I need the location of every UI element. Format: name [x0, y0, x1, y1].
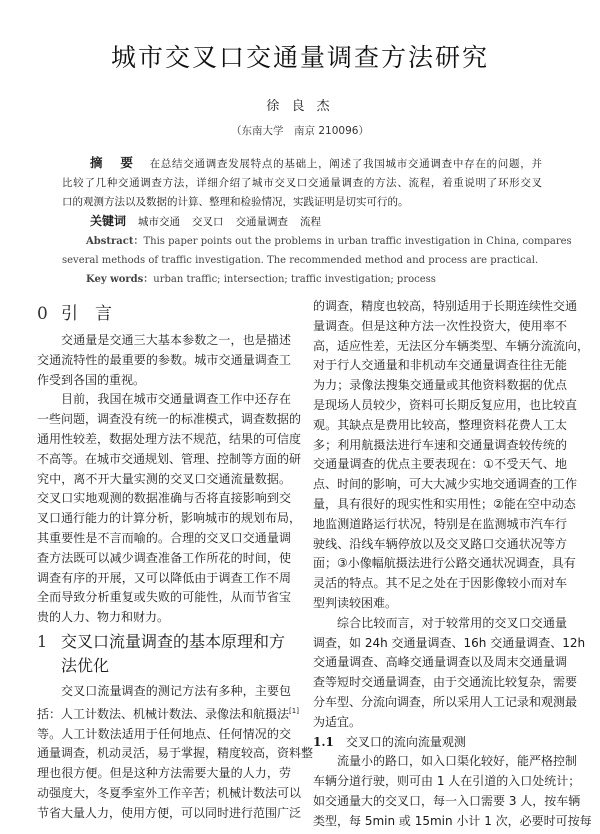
- abstract-cn: 摘 要 在总结交通调查发展特点的基础上，阐述了我国城市交通调查中存在的问题，并 比较了几种交通调查方法，详细介绍了城市交叉口交通量调查的方法、流程，着重说明了环形交叉 口的观测方法以及数据的计算、整理和检验情况，实践证明是切实可行的。 关键词 城市交通 交叉口 交通量调查 流程 Abstract：This paper points out the problems in urban traffic investigation in China, compares several methods of traffic investigation. The recommended method and process are practical. Key words：urban traffic; intersection; traffic investigation; process: [62, 153, 542, 289]
- keyword: 城市交通: [138, 216, 181, 228]
- abstract-cn-line: 在总结交通调查发展特点的基础上，阐述了我国城市交通调查中存在的问题，并: [149, 158, 543, 170]
- body-text-line: 面；③小像幅航摄法进行公路交通状况调查，具有: [313, 556, 576, 571]
- abstract-cn-line: 口的观测方法以及数据的计算、整理和检验情况，实践证明是切实可行的。: [62, 196, 409, 208]
- body-text-line: 通量调查，机动灵活，易于掌握，精度较高，资料整: [37, 746, 314, 761]
- left-column: [37, 297, 314, 824]
- body-text-line: 为力；录像法搜集交通量或其他资料数据的优点: [313, 378, 567, 393]
- body-text-line: 交叉口实地观测的数据准确与否将直接影响到交: [37, 491, 291, 506]
- body-text-line: 动强度大，冬夏季室外工作辛苦；机械计数法可以: [37, 785, 302, 800]
- body-text-line: 型判读较困难。: [313, 595, 398, 610]
- section-1-heading-cont: 法优化: [61, 655, 110, 675]
- body-text-line: 综合比较而言，对于较常用的交叉口交通量: [337, 615, 567, 630]
- body-text-line: 地监测道路运行状况，特别是在监测城市汽车行: [313, 516, 567, 531]
- body-text-line: 交通量是交通三大基本参数之一，也是描述: [61, 333, 291, 347]
- body-text-line: 如交通量大的交叉口，每一入口需要 3 人，按车辆: [313, 793, 581, 808]
- body-text-line: 作受到各国的重视。: [37, 372, 146, 387]
- body-text-line: 对于行人交通量和非机动车交通量调查往往无能: [313, 358, 567, 373]
- body-text-line: 交叉口流量调查的测记方法有多种，主要包: [61, 683, 291, 698]
- keywords-en: Key words：urban traffic; intersection; traffic investigation; process: [86, 274, 436, 285]
- body-text-line: 查方法既可以减少调查准备工作所花的时间，使: [37, 550, 291, 565]
- body-text-line: 括：人工计数法、机械计数法、录像法和航摄法[1]: [37, 706, 299, 721]
- body-text-line: 查等短时交通量调查，由于交通流比较复杂，需要: [313, 675, 578, 690]
- body-text-line: 交通流特性的最重要的参数。城市交通量调查工: [37, 352, 291, 367]
- body-text-line: 量调查。但是这种方法一次性投资大，使用率不: [313, 318, 567, 333]
- paper-title: 城市交叉口交通量调查方法研究: [110, 43, 489, 72]
- body-text-line: 全而导致分析重复或失败的可能性，从而节省宝: [37, 590, 291, 605]
- body-text-line: 的调查，精度也较高，特别适用于长期连续性交通: [313, 299, 578, 313]
- keyword: 流程: [300, 216, 322, 228]
- body-text-line: 等。人工计数法适用于任何地点、任何情况的交: [37, 726, 291, 741]
- abstract-cn-label: 摘 要: [90, 155, 140, 170]
- body-text-line: 分车型、分流向调查，所以采用人工记录和观测最: [313, 694, 578, 709]
- keywords-cn: [62, 212, 542, 232]
- body-text-line: 观。其缺点是费用比较高，整理资料花费人工太: [313, 417, 567, 432]
- right-column: [313, 297, 592, 832]
- keyword: 交通量调查: [235, 216, 289, 228]
- body-text-line: 量，具有很好的现实性和实用性；②能在空中动态: [313, 496, 576, 511]
- body-text-line: 调查有序的开展，又可以降低由于调查工作不周: [37, 570, 291, 585]
- keywords-en-label: Key words: [86, 274, 144, 285]
- body-text-line: 流量小的路口，如入口渠化较好，能严格控制: [337, 754, 578, 769]
- body-text-line: 其重要性是不言而喻的。合理的交叉口交通量调: [37, 530, 291, 545]
- body-text-line: 灵活的特点。其不足之处在于因影像较小而对车: [313, 576, 567, 591]
- body-text-line: 交通量调查的优点主要表现在：①不受天气、地: [313, 457, 567, 472]
- body-text-line: 通用性较差，数据处理方法不规范，结果的可信度: [37, 431, 302, 446]
- body-text-line: 是现场人员较少，资料可长期反复应用，也比较直: [313, 397, 578, 412]
- abstract-en-line: This paper points out the problems in urban traffic investigation in China, compares: [143, 236, 572, 247]
- body-text-line: 理也很方便。但是这种方法需要大量的人力，劳: [37, 766, 291, 781]
- body-text-line: 目前，我国在城市交通量调查工作中还存在: [61, 392, 291, 407]
- body-text-line: 贵的人力、物力和财力。: [37, 610, 170, 625]
- body-text-line: 一些问题，调查没有统一的标准模式，调查数据的: [37, 412, 302, 427]
- body-text-line: 究中，离不开大量实测的交叉口交通流量数据。: [37, 471, 291, 486]
- citation-ref[interactable]: [1]: [289, 706, 299, 715]
- abstract-en-label: Abstract: [86, 236, 134, 247]
- body-text-line: 为适宜。: [313, 714, 362, 729]
- body-text-line: 叉口通行能力的计算分析，影响城市的规划布局，: [37, 511, 302, 526]
- author: 徐 良 杰: [266, 99, 334, 114]
- body-text-line: 点、时间的影响，可大大减少实地交通调查的工作: [313, 477, 578, 492]
- keyword: 交叉口: [192, 216, 224, 228]
- body-text-line: 多；利用航摄法进行车速和交通量调查较传统的: [313, 437, 567, 452]
- keywords-cn-label: 关键词: [90, 214, 127, 228]
- abstract-cn-line: 比较了几种交通调查方法，详细介绍了城市交叉口交通量调查的方法、流程，着重说明了环形交叉: [62, 177, 542, 189]
- section-1-heading: 1 交叉口流量调查的基本原理和方: [37, 631, 286, 651]
- affiliation: （东南大学 南京 210096）: [231, 125, 369, 137]
- section-1-1-heading: 1.1 交叉口的流向流量观测: [313, 734, 466, 749]
- body-text-line: 驶线、沿线车辆停放以及交叉路口交通状况等方: [313, 536, 567, 551]
- body-text-line: 类型，每 5min 或 15min 小计 1 次，必要时可按每: [313, 813, 592, 828]
- body-text-line: 节省大量人力，使用方便，可以同时进行范围广泛: [37, 805, 302, 820]
- body-text-line: 车辆分道行驶，则可由 1 人在引道的入口处统计；: [313, 774, 581, 789]
- body-text-line: 不高等。在城市交通规划、管理、控制等方面的研: [37, 451, 302, 466]
- section-0-heading: 0 引 言: [37, 304, 112, 324]
- abstract-en-line: several methods of traffic investigation. The recommended method and process are practical.: [62, 255, 539, 266]
- body-text-line: 交通量调查、高峰交通量调查以及周末交通量调: [313, 655, 567, 670]
- body-text-line: 高，适应性差，无法区分车辆类型、车辆分流流向，: [313, 338, 590, 353]
- body-text-line: 调查，如 24h 交通量调查、16h 交通量调查、12h: [313, 635, 586, 650]
- keywords-en-text: urban traffic; intersection; traffic investigation; process: [153, 274, 436, 285]
